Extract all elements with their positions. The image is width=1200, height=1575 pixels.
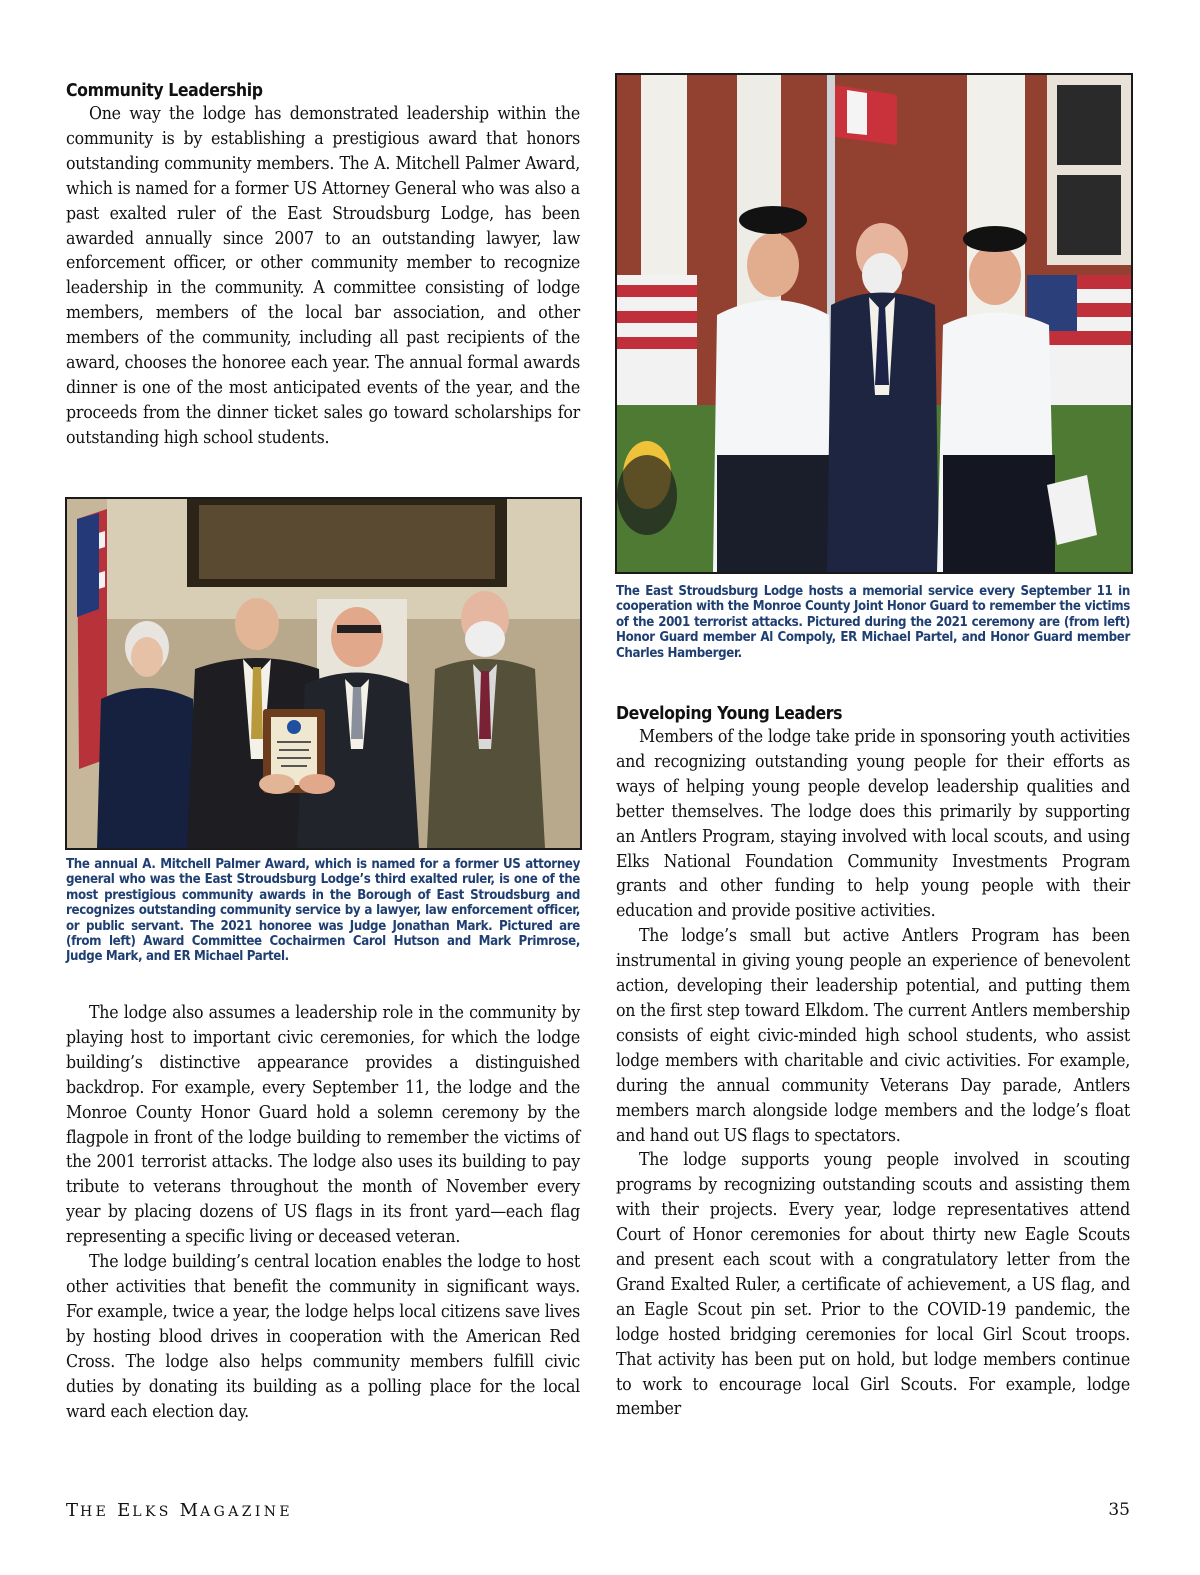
page-number: 35: [1108, 1500, 1130, 1520]
memorial-photo-illustration: [617, 75, 1131, 572]
paragraph: Members of the lodge take pride in sponsoring youth activities and recognizing outstanding young people for their efforts as ways of helping young people develop leadership qualities and better themselves. The lodge does this primarily by supporting an Antlers Program, staying involved with local scouts, and using Elks National Foundation Community Investments Program grants and other funding to help young people with their education and provide positive activities.: [616, 727, 1130, 922]
footer-letters: HE: [80, 1504, 118, 1520]
right-column-text: [616, 703, 1130, 1422]
paragraph: One way the lodge has demonstrated leadership within the community is by establishing a prestigious award that honors outstanding community members. The A. Mitchell Palmer Award, which is named for a former US Attorney General who was also a past exalted ruler of the East Stroudsburg Lodge, has been awarded annually since 2007 to an outstanding lawyer, law enforcement officer, or other community member to recognize leadership in the community. A committee consisting of lodge members, members of the local bar association, and other members of the community, including all past recipients of the award, chooses the honoree each year. The annual formal awards dinner is one of the most anticipated events of the year, and the proceeds from the dinner ticket sales go toward scholarships for outstanding high school students.: [66, 104, 580, 448]
magazine-title: [66, 1500, 293, 1521]
award-photo-caption-block: [66, 857, 580, 965]
award-photo: [65, 497, 582, 850]
footer-letters: AGAZINE: [200, 1504, 294, 1520]
footer-letter: M: [179, 1500, 201, 1521]
memorial-photo-caption-block: [616, 584, 1130, 661]
paragraph: The lodge building’s central location enables the lodge to host other activities that benefit the community in significant ways. For example, twice a year, the lodge helps local citizens save lives by hosting blood drives in cooperation with the American Red Cross. The lodge also helps community members fulfill civic duties by donating its building as a polling place for the local ward each election day.: [66, 1252, 580, 1422]
paragraph: The lodge supports young people involved in scouting programs by recognizing outstanding scouts and assisting them with their projects. Every year, lodge representatives attend Court of Honor ceremonies for about thirty new Eagle Scouts and present each scout with a congratulatory letter from the Grand Exalted Ruler, a certificate of achievement, a US flag, and an Eagle Scout pin set. Prior to the COVID-19 pandemic, the lodge hosted bridging ceremonies for local Girl Scout troops. That activity has been put on hold, but lodge members continue to work to encourage local Girl Scouts. For example, lodge member: [616, 1150, 1130, 1420]
footer-letter: E: [117, 1500, 133, 1521]
memorial-photo: [615, 73, 1133, 574]
paragraph: The lodge’s small but active Antlers Program has been instrumental in giving young people an experience of benevolent action, developing their leadership potential, and putting them on the first step toward Elkdom. The current Antlers membership consists of eight civic-minded high school students, who assist lodge members with charitable and civic activities. For example, during the annual community Veterans Day parade, Antlers members march alongside lodge members and the lodge’s float and hand out US flags to spectators.: [616, 926, 1130, 1146]
section-heading-developing-young-leaders: Developing Young Leaders: [616, 704, 843, 724]
footer-letters: LKS: [132, 1504, 180, 1520]
section-heading-community-leadership: Community Leadership: [66, 81, 263, 101]
award-photo-illustration: [67, 499, 580, 848]
footer-letter: T: [66, 1500, 81, 1521]
left-column-top: [66, 80, 580, 451]
left-column-bottom: [66, 1001, 580, 1424]
paragraph: The lodge also assumes a leadership role in the community by playing host to important civic ceremonies, for which the lodge building’s distinctive appearance provides a distinguished backdrop. For example, every September 11, the lodge and the Monroe County Honor Guard hold a solemn ceremony by the flagpole in front of the lodge building to remember the victims of the 2001 terrorist attacks. The lodge also uses its building to pay tribute to veterans throughout the month of November every year by placing dozens of US flags in its front yard—each flag representing a specific living or deceased veteran.: [66, 1003, 580, 1248]
award-photo-caption: The annual A. Mitchell Palmer Award, which is named for a former US attorney general who was the East Stroudsburg Lodge’s third exalted ruler, is one of the most prestigious community awards in the Borough of East Stroudsburg and recognizes outstanding community service by a lawyer, law enforcement officer, or public servant. The 2021 honoree was Judge Jonathan Mark. Pictured are (from left) Award Committee Cochairmen Carol Hutson and Mark Primrose, Judge Mark, and ER Michael Partel.: [66, 857, 580, 965]
memorial-photo-caption: The East Stroudsburg Lodge hosts a memorial service every September 11 in cooperation with the Monroe County Joint Honor Guard to remember the victims of the 2001 terrorist attacks. Pictured during the 2021 ceremony are (from left) Honor Guard member Al Compoly, ER Michael Partel, and Honor Guard member Charles Hamberger.: [616, 584, 1130, 661]
